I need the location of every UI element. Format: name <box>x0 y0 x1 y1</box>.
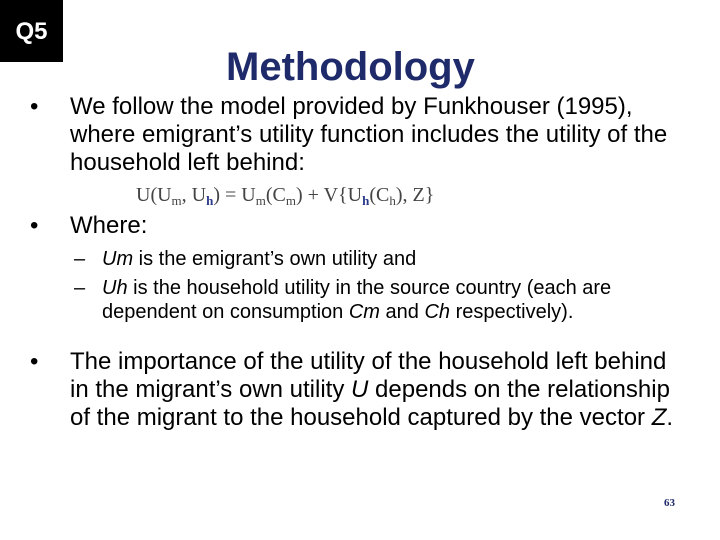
sub-item-uh <box>74 276 710 324</box>
bullet-model-text: We follow the model provided by Funkhouser (1995), where emigrant’s utility function includes the utility of the household left behind: <box>70 93 668 176</box>
formula-part: (C <box>369 184 390 206</box>
bullet-importance-text: . <box>666 404 674 431</box>
variable-cm: Cm <box>348 301 380 323</box>
bullet-icon: • <box>30 212 39 239</box>
slide-title: Methodology <box>226 45 475 89</box>
variable-ch: Ch <box>424 301 451 323</box>
variable-um: Um <box>102 248 134 270</box>
sub-item-uh-text: respectively). <box>450 301 574 323</box>
formula-subscript: m <box>171 193 182 208</box>
bullet-icon: • <box>30 93 39 120</box>
formula-part: ) = U <box>213 184 256 206</box>
utility-formula <box>136 184 434 209</box>
question-badge <box>0 0 63 62</box>
variable-u: U <box>351 376 369 403</box>
formula-part: (C <box>265 184 286 206</box>
bullet-icon: • <box>30 348 39 375</box>
formula-part: ), Z} <box>395 184 435 206</box>
bullet-importance-text: depends on the relationship of the migrant to the household captured by the vector <box>70 376 670 431</box>
sub-item-um-text: is the emigrant’s own utility and <box>133 248 417 270</box>
variable-uh: Uh <box>102 277 128 299</box>
sub-item-uh-text: is the household utility in the source country (each are dependent on consumption <box>102 277 612 323</box>
variable-z: Z <box>651 404 667 431</box>
formula-subscript: h <box>389 193 396 208</box>
formula-part: U(U <box>136 184 172 206</box>
page-number: 63 <box>664 497 675 509</box>
formula-subscript: m <box>255 193 266 208</box>
formula-subscript: h <box>362 193 370 208</box>
formula-part: ) + V{U <box>296 184 363 206</box>
formula-subscript: m <box>285 193 296 208</box>
question-badge-label: Q5 <box>15 18 48 45</box>
formula-subscript: h <box>206 193 214 208</box>
formula-part: , U <box>181 184 207 206</box>
dash-icon: – <box>74 277 86 299</box>
bullet-where-text: Where: <box>70 212 148 239</box>
bullet-where <box>30 212 147 240</box>
bullet-model <box>30 93 690 177</box>
bullet-importance <box>30 348 680 432</box>
sub-item-uh-text: and <box>379 301 425 323</box>
bullet-importance-text: The importance of the utility of the household left behind in the migrant’s own utility <box>70 348 667 403</box>
sub-item-um <box>74 247 702 271</box>
dash-icon: – <box>74 248 86 270</box>
